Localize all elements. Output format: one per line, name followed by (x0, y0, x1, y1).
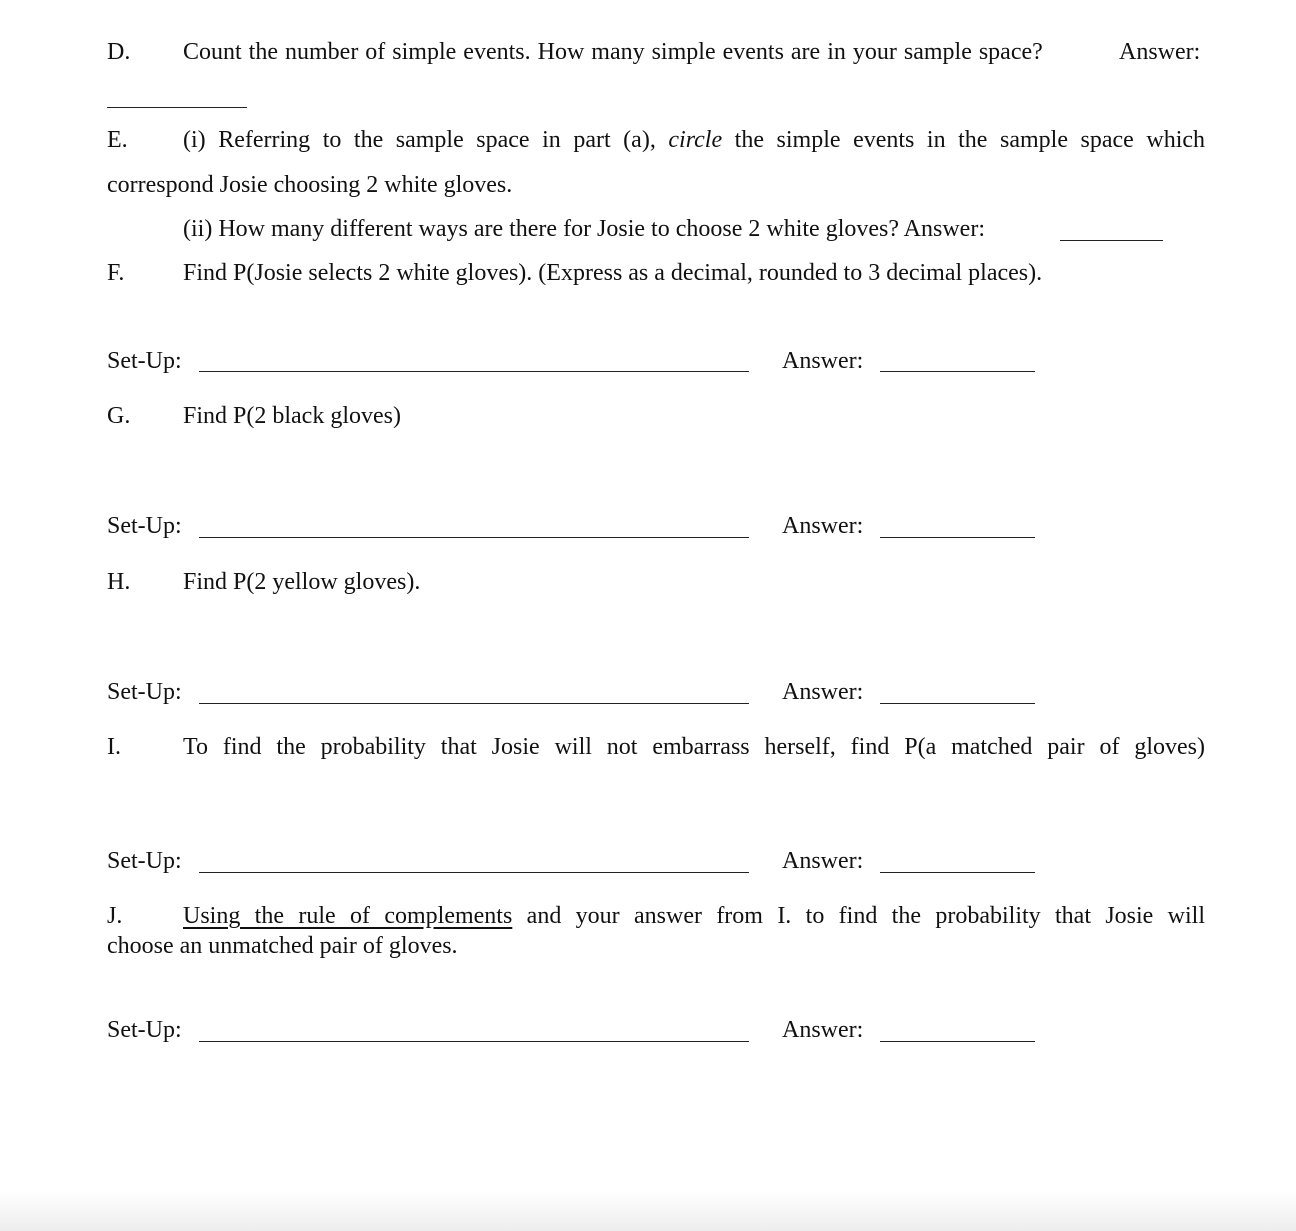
question-g-label: G. (107, 403, 131, 429)
answer-label-f: Answer: (782, 348, 864, 374)
answer-label-h: Answer: (782, 679, 864, 705)
setup-blank-j[interactable] (199, 1041, 749, 1042)
question-i-label: I. (107, 734, 121, 760)
question-e-line1 (183, 128, 1205, 152)
setup-blank-g[interactable] (199, 537, 749, 538)
question-h-label: H. (107, 569, 131, 595)
question-e-line1-italic: circle (668, 127, 723, 153)
question-i-text: To find the probability that Josie will not embarrass herself, find P(a matched pair of gloves) (183, 734, 1205, 760)
answer-blank-i[interactable] (880, 872, 1035, 873)
question-j-line1 (183, 904, 1205, 928)
question-f-label: F. (107, 260, 125, 286)
question-h-text: Find P(2 yellow gloves). (183, 569, 421, 595)
question-e-part2: (ii) How many different ways are there for Josie to choose 2 white gloves? Answer: (183, 216, 985, 242)
answer-blank-h[interactable] (880, 703, 1035, 704)
question-d-label: D. (107, 39, 131, 65)
question-e-line1-prefix: (i) Referring to the sample space in part (a), (183, 127, 656, 153)
answer-label-j: Answer: (782, 1017, 864, 1043)
setup-label-h: Set-Up: (107, 679, 182, 705)
answer-blank-j[interactable] (880, 1041, 1035, 1042)
answer-blank-g[interactable] (880, 537, 1035, 538)
page-bottom-edge (0, 1191, 1296, 1231)
setup-label-g: Set-Up: (107, 513, 182, 539)
setup-label-j: Set-Up: (107, 1017, 182, 1043)
setup-blank-i[interactable] (199, 872, 749, 873)
question-j-underlined: Using the rule of complements (183, 903, 513, 929)
question-d-answer-blank[interactable] (107, 107, 247, 108)
answer-blank-f[interactable] (880, 371, 1035, 372)
question-d-answer-label: Answer: (1119, 39, 1201, 65)
setup-label-f: Set-Up: (107, 348, 182, 374)
setup-label-i: Set-Up: (107, 848, 182, 874)
question-e-label: E. (107, 127, 128, 153)
answer-label-i: Answer: (782, 848, 864, 874)
question-g-text: Find P(2 black gloves) (183, 403, 401, 429)
answer-label-g: Answer: (782, 513, 864, 539)
question-f-text: Find P(Josie selects 2 white gloves). (Express as a decimal, rounded to 3 decimal places). (183, 260, 1043, 286)
question-e-line2: correspond Josie choosing 2 white gloves. (107, 172, 513, 198)
question-e-line1-suffix: the simple events in the sample space which (734, 127, 1206, 153)
question-j-line1-rest: and your answer from I. to find the probability that Josie will (526, 903, 1206, 929)
setup-blank-h[interactable] (199, 703, 749, 704)
question-j-label: J. (107, 903, 123, 929)
question-d-text: Count the number of simple events. How many simple events are in your sample space? (183, 39, 1043, 65)
question-e-answer-blank[interactable] (1060, 240, 1163, 241)
setup-blank-f[interactable] (199, 371, 749, 372)
question-j-line2: choose an unmatched pair of gloves. (107, 933, 458, 959)
